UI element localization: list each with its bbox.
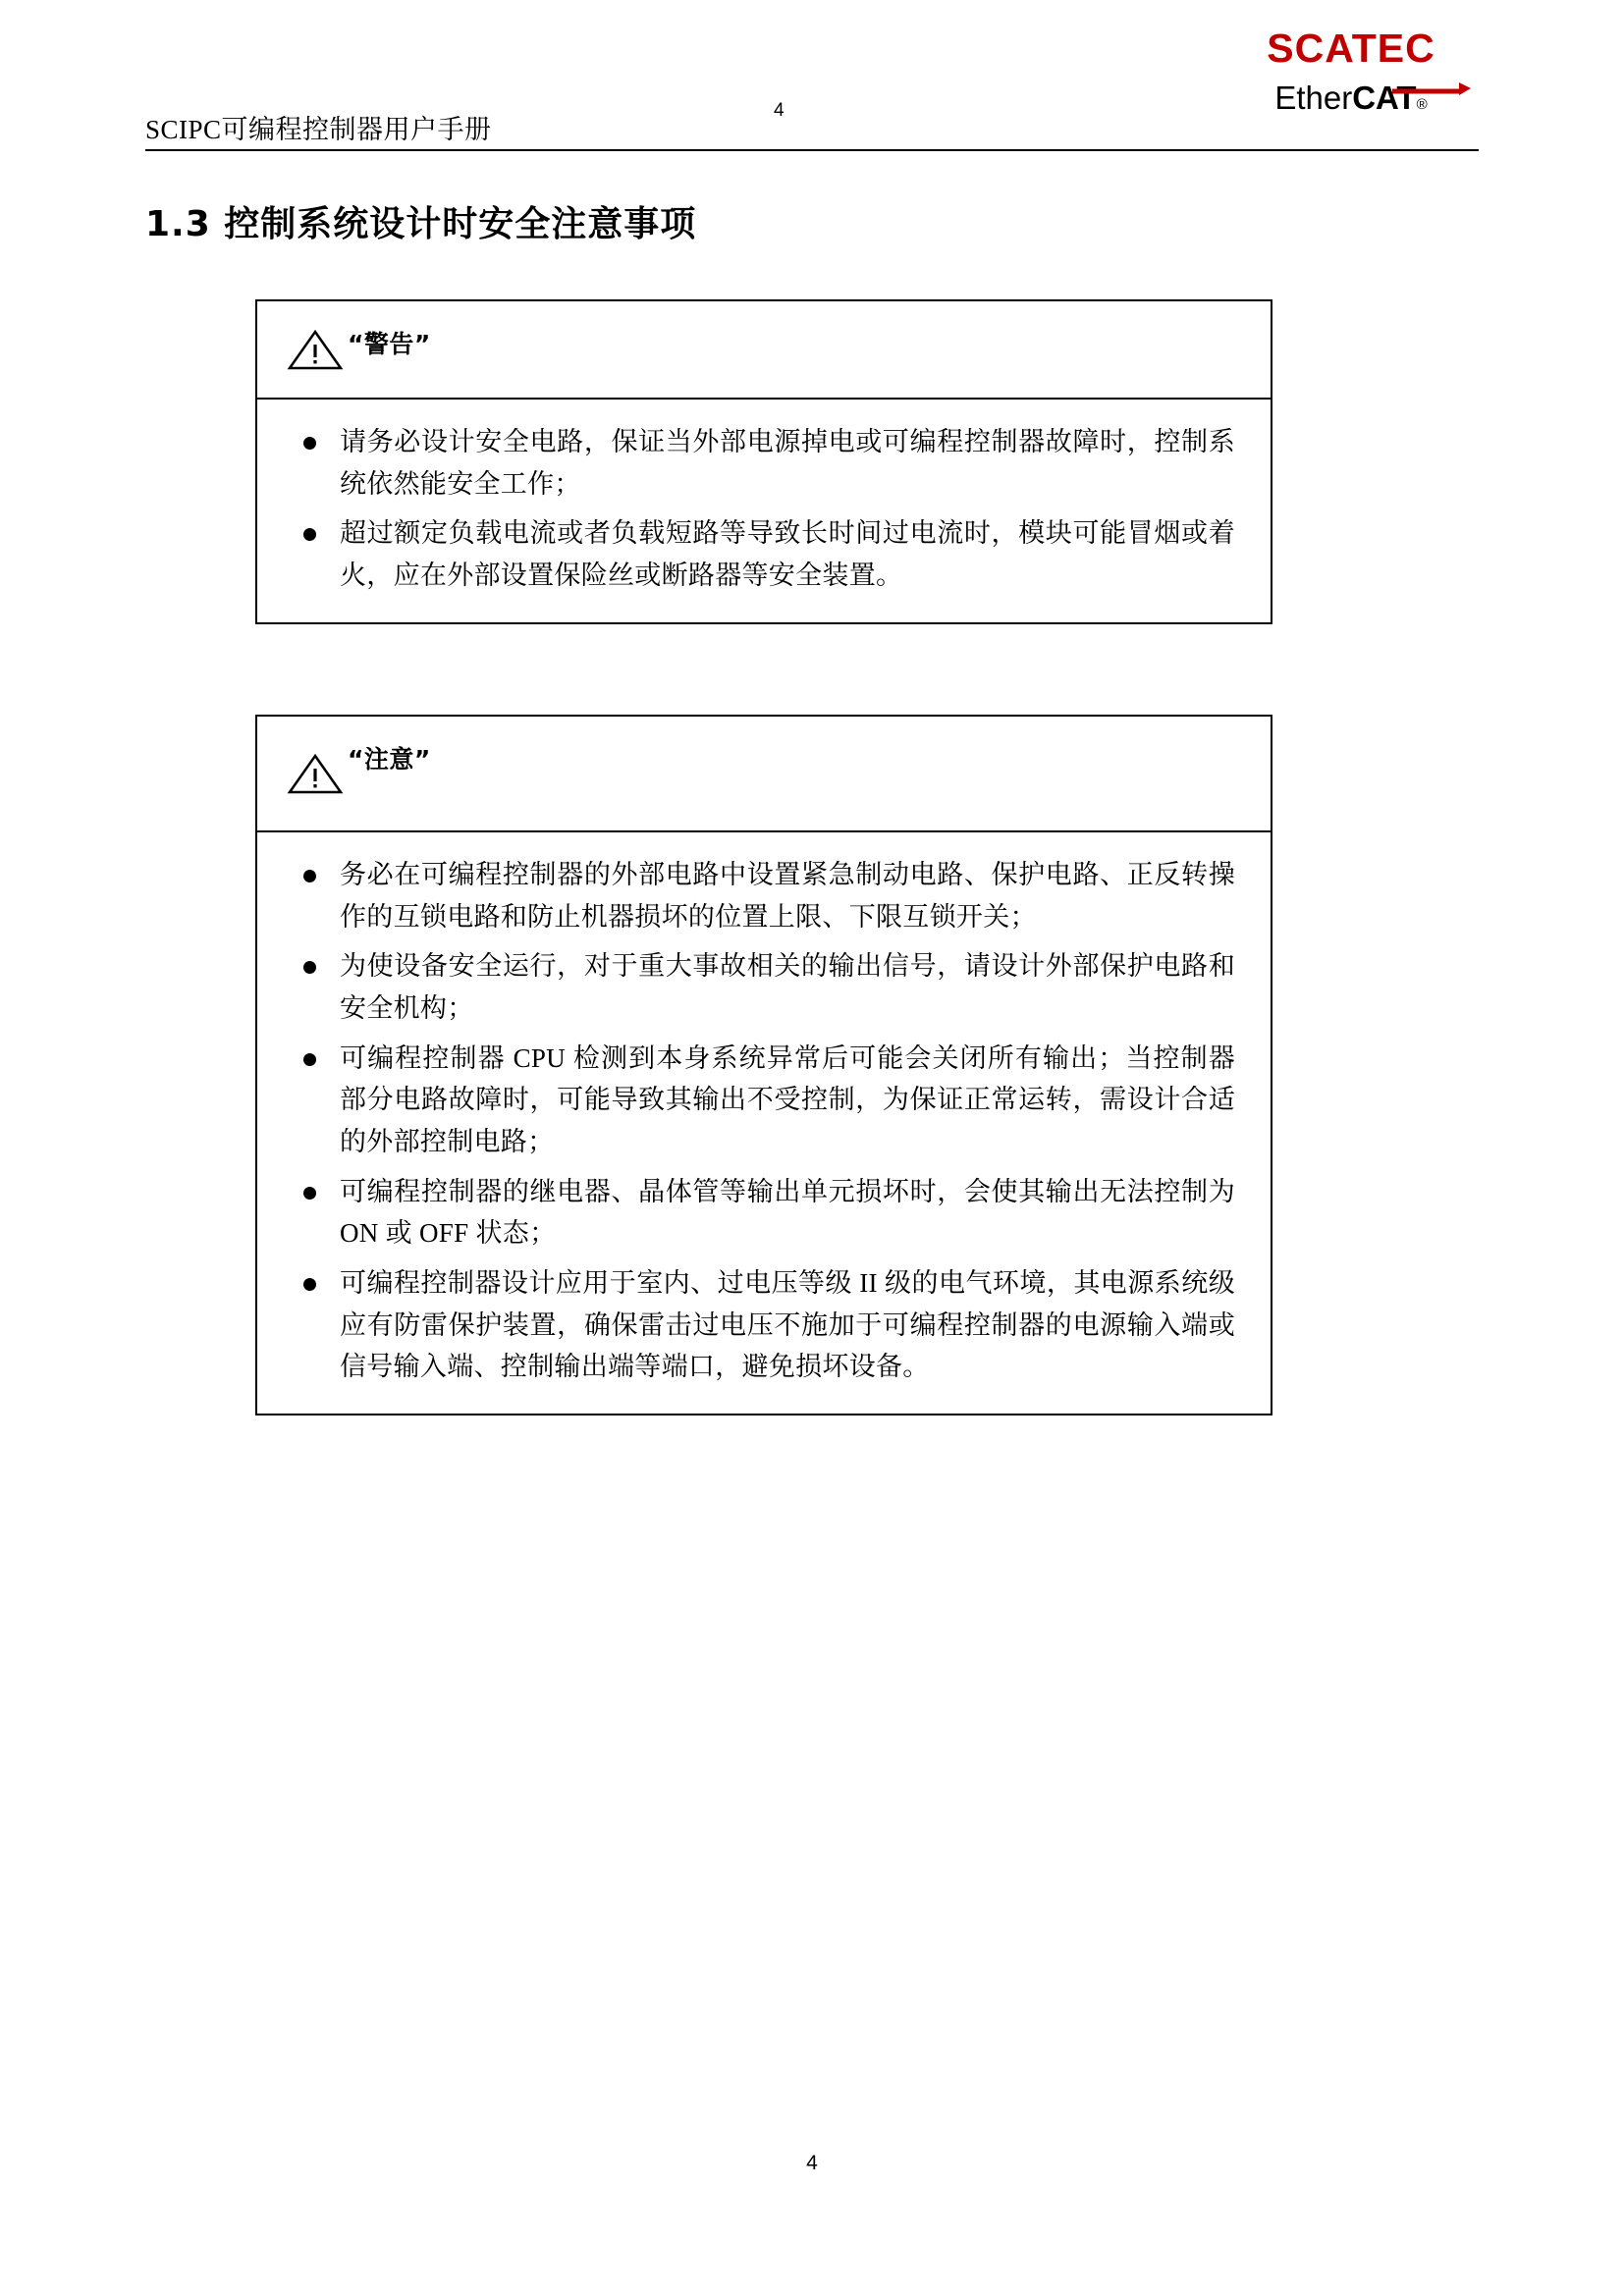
header-doc-title: SCIPC可编程控制器用户手册 bbox=[145, 115, 492, 144]
header-page-number: 4 bbox=[774, 100, 785, 121]
header-divider bbox=[145, 149, 1479, 151]
warning-notice-box bbox=[255, 299, 1272, 624]
list-item: 为使设备安全运行，对于重大事故相关的输出信号，请设计外部保护电路和安全机构； bbox=[291, 945, 1235, 1029]
page-header bbox=[145, 27, 1479, 155]
warning-label: “警告” bbox=[348, 330, 431, 358]
warning-notice-header bbox=[257, 301, 1271, 400]
list-item: 务必在可编程控制器的外部电路中设置紧急制动电路、保护电路、正反转操作的互锁电路和防止机器损坏的位置上限、下限互锁开关； bbox=[291, 854, 1235, 937]
list-item: 超过额定负载电流或者负载短路等导致长时间过电流时，模块可能冒烟或着火，应在外部设置保险丝或断路器等安全装置。 bbox=[291, 512, 1235, 596]
ethercat-ether-text: Ether bbox=[1274, 80, 1353, 117]
ethercat-arrow-icon bbox=[1390, 75, 1473, 100]
list-item: 请务必设计安全电路，保证当外部电源掉电或可编程控制器故障时，控制系统依然能安全工作； bbox=[291, 421, 1235, 505]
brand-logo bbox=[1223, 27, 1479, 117]
warning-item-list bbox=[291, 421, 1235, 597]
caution-notice-box bbox=[255, 715, 1272, 1415]
list-item: 可编程控制器的继电器、晶体管等输出单元损坏时，会使其输出无法控制为 ON 或 OFF 状态； bbox=[291, 1171, 1235, 1255]
list-item: 可编程控制器设计应用于室内、过电压等级 II 级的电气环境，其电源系统级应有防雷保护装置，确保雷击过电压不施加于可编程控制器的电源输入端或信号输入端、控制输出端等端口，避免损坏设备。 bbox=[291, 1262, 1235, 1388]
list-item: 可编程控制器 CPU 检测到本身系统异常后可能会关闭所有输出；当控制器部分电路故障时，可能导致其输出不受控制，为保证正常运转，需设计合适的外部控制电路； bbox=[291, 1038, 1235, 1163]
caution-label: “注意” bbox=[348, 745, 431, 774]
warning-notice-body bbox=[257, 400, 1271, 622]
caution-notice-body bbox=[257, 832, 1271, 1414]
warning-triangle-icon bbox=[287, 328, 344, 371]
brand-name-text: SCATEC bbox=[1267, 26, 1435, 71]
caution-notice-header bbox=[257, 717, 1271, 832]
ethercat-cat-text: CAT bbox=[1352, 80, 1417, 117]
page-title: 1.3 控制系统设计时安全注意事项 bbox=[145, 204, 697, 244]
footer-page-number: 4 bbox=[806, 2152, 818, 2174]
caution-triangle-icon bbox=[287, 752, 344, 795]
registered-mark: ® bbox=[1416, 96, 1428, 114]
caution-item-list bbox=[291, 854, 1235, 1388]
